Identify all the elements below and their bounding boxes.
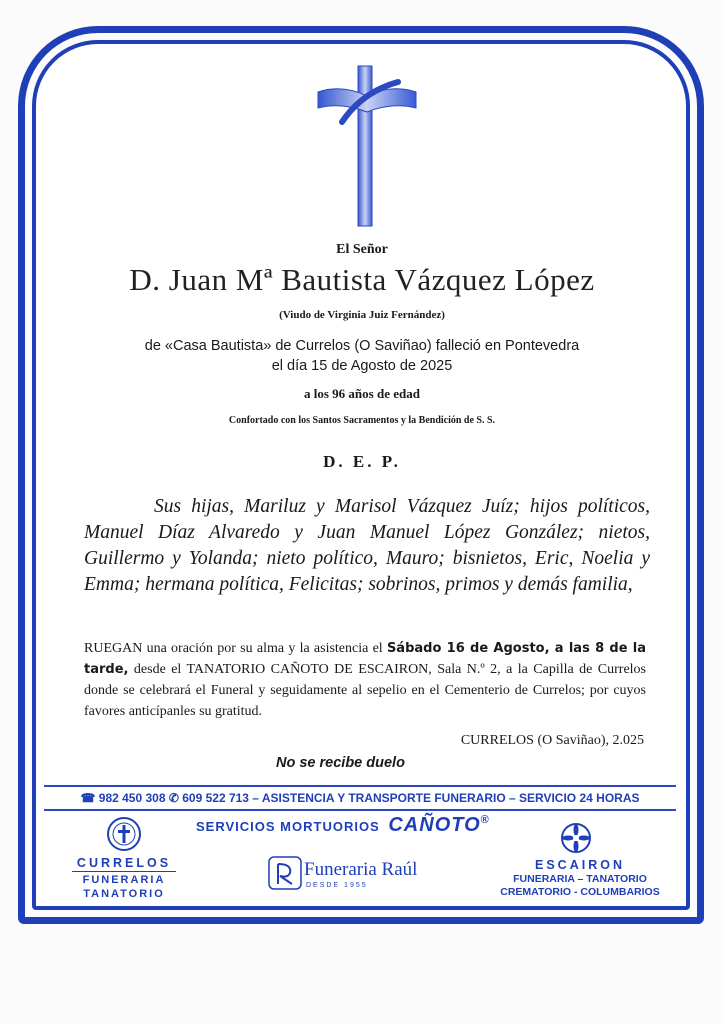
cross-icon xyxy=(312,62,422,232)
raul-since: DESDE 1955 xyxy=(306,882,368,889)
origin-info xyxy=(40,336,684,376)
currelos-seal-icon xyxy=(106,816,142,852)
family-list: Sus hijas, Mariluz y Marisol Vázquez Juíz; hijos políticos, Manuel Díaz Alvaredo y Juan Manuel López González; nietos, Guillermo y Yolanda; nieto político, Mauro; bisnietos, Eric, Noelia y Emma; hermana política, Felicitas; sobrinos, primos y demás familia, xyxy=(84,496,650,595)
currelos-line-1: FUNERARIA xyxy=(82,874,166,886)
currelos-line-2: TANATORIO xyxy=(83,888,165,900)
services-label: SERVICIOS MORTUORIOS xyxy=(196,819,380,834)
request-text-2: desde el TANATORIO CAÑOTO DE ESCAIRON, Sala N.º 2, a la Capilla de Currelos donde se celebrará el Funeral y seguidamente al sepelio en el Cementerio de Currelos; por cuyos favores anticípanles su gratitud. xyxy=(84,662,647,719)
escairon-block xyxy=(490,858,670,899)
widow-of: (Viudo de Virginia Juiz Fernández) xyxy=(279,309,445,321)
age: a los 96 años de edad xyxy=(304,386,420,401)
divider xyxy=(72,871,176,872)
escairon-line-2: CREMATORIO - COLUMBARIOS xyxy=(500,886,660,898)
place-date: CURRELOS (O Saviñao), 2.025 xyxy=(460,733,644,748)
services-heading xyxy=(196,814,490,837)
brand-name: CAÑOTO xyxy=(388,814,481,836)
currelos-block xyxy=(66,856,182,901)
origin-line-1: de «Casa Bautista» de Currelos (O Saviñao) falleció en Pontevedra xyxy=(144,338,580,354)
raul-name: Funeraria Raúl xyxy=(304,859,418,880)
registered-mark: ® xyxy=(480,814,490,826)
escairon-title: ESCAIRON xyxy=(535,858,625,872)
deceased-name: D. Juan Mª Bautista Vázquez López xyxy=(129,262,595,297)
intro-text: El Señor xyxy=(336,242,388,257)
request-text-1: una oración por su alma y la asistencia el xyxy=(146,641,383,656)
currelos-title: CURRELOS xyxy=(76,856,172,870)
request-date: Sábado 16 de Agosto, a las 8 de la tarde, xyxy=(84,641,647,677)
dep: D. E. P. xyxy=(323,452,401,471)
contact-bar: ☎ 982 450 308 ✆ 609 522 713 – ASISTENCIA Y TRANSPORTE FUNERARIO – SERVICIO 24 HORAS xyxy=(44,785,676,811)
escairon-line-1: FUNERARIA – TANATORIO xyxy=(513,873,647,885)
escairon-flower-icon xyxy=(560,822,592,854)
origin-line-2: el día 15 de Agosto de 2025 xyxy=(271,358,453,374)
sacraments: Confortado con los Santos Sacramentos y la Bendición de S. S. xyxy=(228,415,496,426)
request-paragraph xyxy=(84,638,646,722)
request-lead: RUEGAN xyxy=(84,641,143,656)
no-condolences: No se recibe duelo xyxy=(276,755,405,771)
